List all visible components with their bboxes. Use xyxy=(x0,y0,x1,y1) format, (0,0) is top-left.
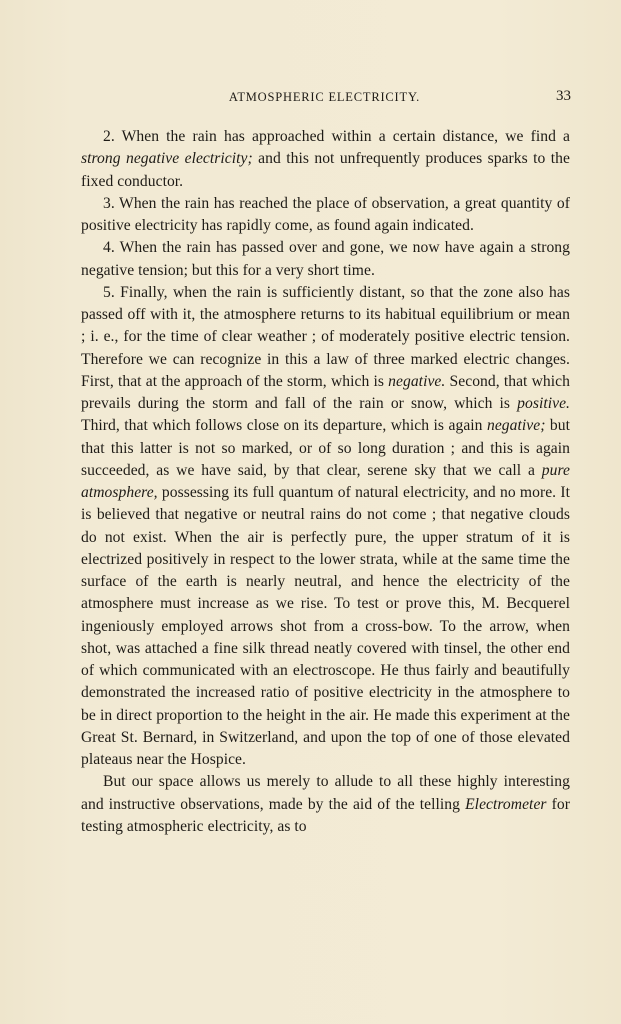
paragraph-text: but that this latter is not so marked, or of so long duration ; and this is again succeeded, as we have said, by that clear, serene sky that we call a xyxy=(81,417,570,479)
paragraph-text: for testing atmospheric electricity, as to xyxy=(81,795,570,835)
italic-phrase: pure atmosphere, xyxy=(81,461,570,501)
italic-phrase: negative. xyxy=(388,372,446,390)
paragraph-text: and this not unfrequently produces sparks to the fixed conductor. xyxy=(81,150,570,190)
paragraph-text: Third, that which follows close on its departure, which is again xyxy=(81,417,487,435)
paragraph-text: But our space allows us merely to allude to all these highly interesting and instructive observations, made by the aid of the telling xyxy=(81,773,570,813)
paragraph-text: 3. When the rain has reached the place of observation, a great quantity of positive electricity has rapidly come, as found again indicated. xyxy=(81,194,570,234)
running-head xyxy=(78,88,571,108)
paragraph-2 xyxy=(81,193,570,238)
body-text xyxy=(81,126,570,838)
italic-phrase: strong negative electricity; xyxy=(81,150,253,168)
paragraph-text: Second, that which prevails during the storm and fall of the rain or snow, which is xyxy=(81,372,570,412)
paragraph-3 xyxy=(81,237,570,282)
paragraph-text: possessing its full quantum of natural electricity, and no more. It is believed that negative or neutral rains do not come ; that negative clouds do not exist. When the air is perfectly pure, the upper stratum of it is electrized positively in respect to the lower strata, while at the same time the surface of the earth is nearly neutral, and hence the electricity of the atmosphere must increase as we rise. To test or prove this, M. Becquerel ingeniously employed arrows shot from a cross-bow. To the arrow, when shot, was attached a fine silk thread neatly covered with tinsel, the other end of which communicated with an electroscope. He thus fairly and beautifully demonstrated the increased ratio of positive electricity in the atmosphere to be in direct proportion to the height in the air. He made this experiment at the Great St. Bernard, in Switzerland, and upon the top of one of those elevated plateaus near the Hospice. xyxy=(81,484,570,768)
page-number: 33 xyxy=(556,88,571,104)
italic-phrase: negative; xyxy=(486,417,546,435)
running-title: ATMOSPHERIC ELECTRICITY. xyxy=(228,90,421,104)
paragraph-text: 4. When the rain has passed over and gone, we now have again a strong negative tension; but this for a very short time. xyxy=(81,239,570,279)
paragraph-1 xyxy=(81,126,570,193)
italic-phrase: Electrometer xyxy=(465,795,547,813)
paragraph-text: 2. When the rain has approached within a certain distance, we find a xyxy=(103,128,570,145)
paragraph-5 xyxy=(81,771,570,838)
paragraph-4 xyxy=(81,282,570,772)
italic-phrase: positive. xyxy=(517,395,570,412)
paragraph-text: 5. Finally, when the rain is sufficiently distant, so that the zone also has passed off with it, the atmosphere returns to its habitual equilibrium or mean ; i. e., for the time of clear weather ; of moderately positive electric tension. Therefore we can recognize in this a law of three marked electric changes. First, that at the approach of the storm, which is xyxy=(81,283,570,390)
